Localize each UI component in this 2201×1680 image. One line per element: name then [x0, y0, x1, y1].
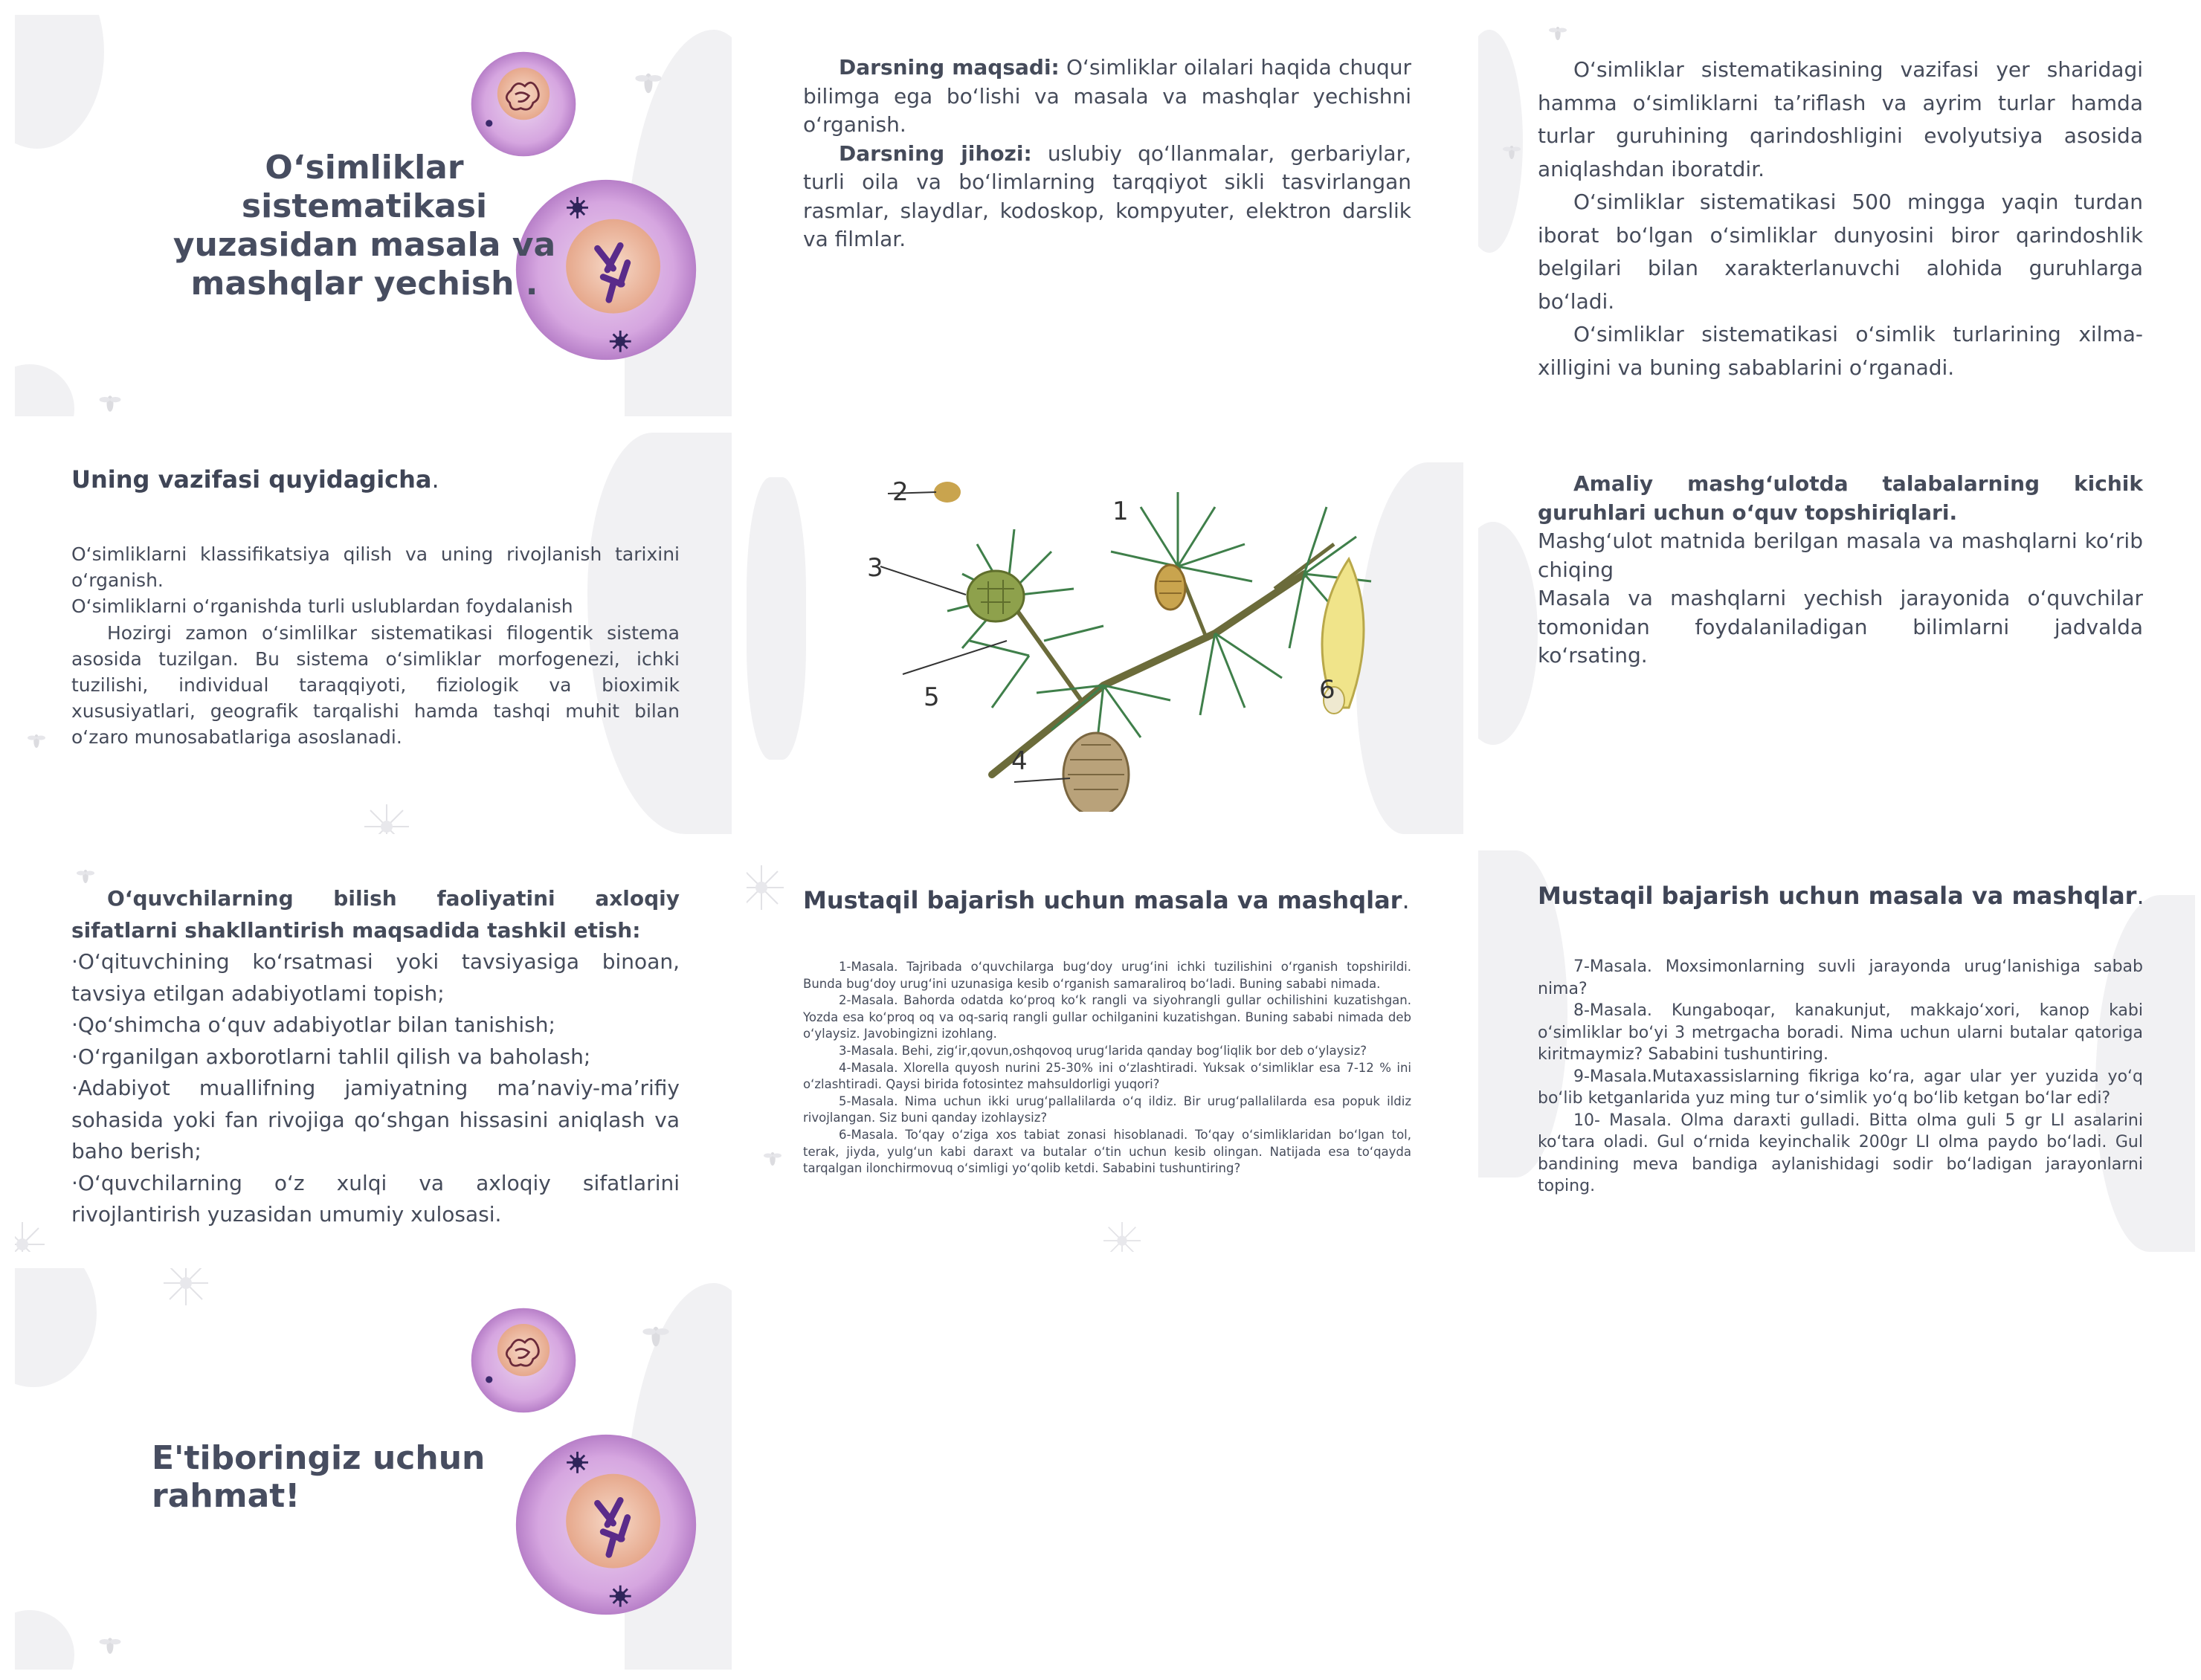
exercise-item: 3-Masala. Behi, zig‘ir,qovun,oshqovoq urug‘larida qanday bog‘liqlik bor deb o‘ylaysiz? [839, 1043, 1367, 1058]
systematics-p1: O‘simliklar sistematikasining vazifasi yer sharidagi hamma o‘simliklarni ta’riflash va ayrim turlar hamda turlar guruhining qarindoshligini evolyutsiya asosida aniqlashdan iboratdir. [1538, 57, 2143, 181]
equipment-text: uslubiy qo‘llanmalar, gerbariylar, turli oila va bo‘limlarning tarqqiyot sikli tasvirlangan rasmlar, slaydlar, kodoskop, kompyuter, elektron darslik va filmlar. [803, 140, 1412, 251]
figure-label-5: 5 [924, 682, 940, 712]
background-blob [15, 364, 74, 416]
background-blob [747, 477, 806, 760]
activities-body [71, 883, 680, 1231]
exercises-1-heading [803, 886, 1410, 914]
exercise-item: 8-Masala. Kungaboqar, kanakunjut, makkajo‘xori, kanop kabi o‘simliklar bo‘yi 3 metrgacha boradi. Nima uchun ularni butalar qatoriga kiritmaymiz? Sababini tushuntiring. [1538, 1001, 2143, 1064]
slide-tasks [15, 433, 732, 834]
equipment-label: Darsning jihozi: [839, 140, 1032, 166]
insect-icon [97, 390, 123, 416]
exercise-item: 5-Masala. Nima uchun ikki urug‘pallalilarda o‘q ildiz. Bir urug‘pallalilarda esa popuk ildiz rivojlangan. Siz buni qanday izohlaysiz? [803, 1093, 1411, 1125]
exercise-item: 9-Masala.Mutaxassislarning fikriga ko‘ra, agar ular yer yuzida yo‘q bo‘lib ketganlarida yuz ming tur o‘simlik yo‘q bo‘lib ketgan bo‘lar edi? [1538, 1067, 2143, 1108]
goal-label: Darsning maqsadi: [839, 55, 1060, 80]
slide-exercises-2 [1478, 850, 2195, 1252]
spark-icon [747, 865, 784, 910]
insect-icon [97, 1632, 123, 1659]
tasks-line-1: O‘simliklarni klassifikatsiya qilish va uning rivojlanish tarixini o‘rganish. [71, 543, 680, 592]
slide-title [15, 15, 732, 416]
insect-icon [1501, 141, 1523, 164]
goals-text [803, 54, 1411, 254]
systematics-text [1538, 54, 2143, 384]
figure-label-6: 6 [1319, 675, 1335, 705]
tasks-body [71, 541, 680, 751]
spark-icon [164, 1268, 208, 1305]
background-blob [1478, 522, 1538, 745]
thanks-title: E'tiboringiz uchun rahmat! [152, 1439, 486, 1515]
goal-text: O‘simliklar oilalari haqida chuqur bilimga ega bo‘lishi va masala va mashqlar yechishni o‘rganish. [803, 55, 1411, 137]
tasks-heading-text: Uning vazifasi quyidagicha [71, 465, 432, 494]
spark-icon [364, 804, 409, 834]
slide-practical-tasks [1478, 433, 2195, 834]
exercise-item: 6-Masala. To‘qay o‘ziga xos tabiat zonasi hisoblanadi. To‘qay o‘simliklaridan bo‘lgan tol, terak, jiyda, yulg‘un kabi daraxt va butalar o‘tin uchun kesib olingan. Natijada esa to‘qayda tarqalgan ilonchirmovuq o‘simligi yo‘qolib ketdi. Sababini tushuntiring? [803, 1127, 1411, 1176]
activity-item: ·Qo‘shimcha o‘quv adabiyotlar bilan tanishish; [71, 1012, 555, 1037]
cell-large-icon [513, 1432, 699, 1618]
exercise-item: 1-Masala. Tajribada o‘quvchilarga bug‘doy urug‘ini ichki tuzilishini o‘rganish topshirildi. Bunda bug‘doy urug‘ini uzunasiga kesib o‘rganish samaraliroq bo‘ladi. Buning sababi nimada. [803, 960, 1411, 991]
slide-goals [747, 15, 1463, 416]
slide-systematics [1478, 15, 2195, 416]
figure-label-4: 4 [1011, 746, 1028, 776]
exercises-1-body [803, 959, 1411, 1177]
practical-line-2: Masala va mashqlarni yechish jarayonida o‘quvchilar tomonidan foydalaniladigan bilimlarni jadvalda ko‘rsating. [1538, 586, 2143, 668]
exercises-2-heading-text: Mustaqil bajarish uchun masala va mashqlar [1538, 882, 2137, 910]
insect-icon [761, 1148, 784, 1170]
tasks-paragraph: Hozirgi zamon o‘simlilkar sistematikasi filogentik sistema asosida tuzilgan. Bu sistema o‘simliklar morfogenezi, ichki tuzilishi, individual taraqqiyoti, fiziologik va bioximik xususiyatlari, geografik tarqalishi hamda tashqi muhit bilan o‘zaro munosabatlariga asoslanadi. [71, 621, 680, 749]
activity-item: ·Adabiyot muallifning jamiyatning ma’naviy-ma’rifiy sohasida yoki fan rivojiga qo‘shgan hissasini aniqlash va baho berish; [71, 1076, 680, 1163]
tasks-line-2: O‘simliklarni o‘rganishda turli uslublardan foydalanish [71, 595, 573, 618]
practical-body [1538, 470, 2143, 671]
slide-title-text: O‘simliklar sistematikasi yuzasidan masala va mashqlar yechish . [173, 149, 556, 303]
insect-icon [639, 1320, 672, 1353]
tasks-heading [71, 465, 439, 494]
activities-heading: O‘quvchilarning bilish faoliyatini axloqiy sifatlarni shakllantirish maqsadida tashkil etish: [71, 886, 680, 943]
slide-pine-illustration [747, 433, 1463, 834]
practical-line-1: Mashg‘ulot matnida berilgan masala va mashqlarni ko‘rib chiqing [1538, 529, 2143, 582]
insect-icon [1547, 22, 1569, 45]
exercise-item: 7-Masala. Moxsimonlarning suvli jarayonda urug‘lanishiga sabab nima? [1538, 957, 2143, 998]
cell-small-icon [468, 1305, 579, 1415]
exercise-item: 4-Masala. Xlorella quyosh nurini 25-30% ini o‘zlashtiradi. Yuksak o‘simliklar esa 7-12 % ini o‘zlashtiradi. Qaysi birida fotosintez mahsuldorligi yuqori? [803, 1060, 1411, 1092]
insect-icon [25, 730, 48, 752]
background-blob [15, 1610, 74, 1670]
figure-label-3: 3 [867, 553, 883, 583]
exercise-item: 10- Masala. Olma daraxti gulladi. Bitta olma guli 5 gr LI asalarini ko‘tara oladi. Gul o‘rnida keyinchalik 200gr LI olma paydo bo‘ladi. Gul bandining meva bandiga aylanishidagi sodir bo‘ladigan jarayonlarni toping. [1538, 1111, 2143, 1195]
activity-item: ·O‘qituvchining ko‘rsatmasi yoki tavsiyasiga binoan, tavsiya etilgan adabiyotlami topish; [71, 949, 680, 1006]
cell-small-icon [468, 49, 579, 159]
exercises-1-heading-text: Mustaqil bajarish uchun masala va mashqlar [803, 886, 1402, 914]
systematics-p3: O‘simliklar sistematikasi o‘simlik turlarining xilma-xilligini va buning sabablarini o‘rganadi. [1538, 322, 2143, 380]
activity-item: ·O‘rganilgan axborotlarni tahlil qilish va baholash; [71, 1044, 591, 1069]
background-blob [15, 1268, 97, 1387]
exercises-2-heading [1538, 882, 2144, 910]
background-blob [15, 15, 104, 149]
activity-item: ·O‘quvchilarning o‘z xulqi va axloqiy sifatlarini rivojlantirish yuzasidan umumiy xulosasi. [71, 1170, 680, 1227]
slide-thanks [15, 1268, 732, 1670]
slide-activities [15, 850, 732, 1252]
spark-icon [15, 1222, 45, 1252]
systematics-p2: O‘simliklar sistematikasi 500 mingga yaqin turdan iborat bo‘lgan o‘simliklar dunyosini biror qarindoshlik belgilari bilan xarakterlanuvchi alohida guruhlarga bo‘ladi. [1538, 190, 2143, 314]
practical-heading: Amaliy mashg‘ulotda talabalarning kichik guruhlari uchun o‘quv topshiriqlari. [1538, 471, 2143, 525]
figure-label-2: 2 [892, 477, 909, 507]
exercise-item: 2-Masala. Bahorda odatda ko‘proq ko‘k rangli va siyohrangli gullar ochilishini kuzatishgan. Yozda esa ko‘proq oq va oq-sariq rangli gullar ochilganini kuzatishgan. Buning sababi nimada deb o‘ylaysiz. Javobingizni izohlang. [803, 993, 1411, 1041]
figure-label-1: 1 [1112, 497, 1129, 526]
exercises-1-heading-dot: . [1402, 886, 1410, 914]
spark-icon [1103, 1222, 1141, 1252]
exercises-2-body [1538, 956, 2143, 1198]
slide-exercises-1 [747, 850, 1463, 1252]
insect-icon [632, 67, 665, 100]
tasks-heading-dot: . [431, 465, 439, 494]
exercises-2-heading-dot: . [2136, 882, 2144, 910]
